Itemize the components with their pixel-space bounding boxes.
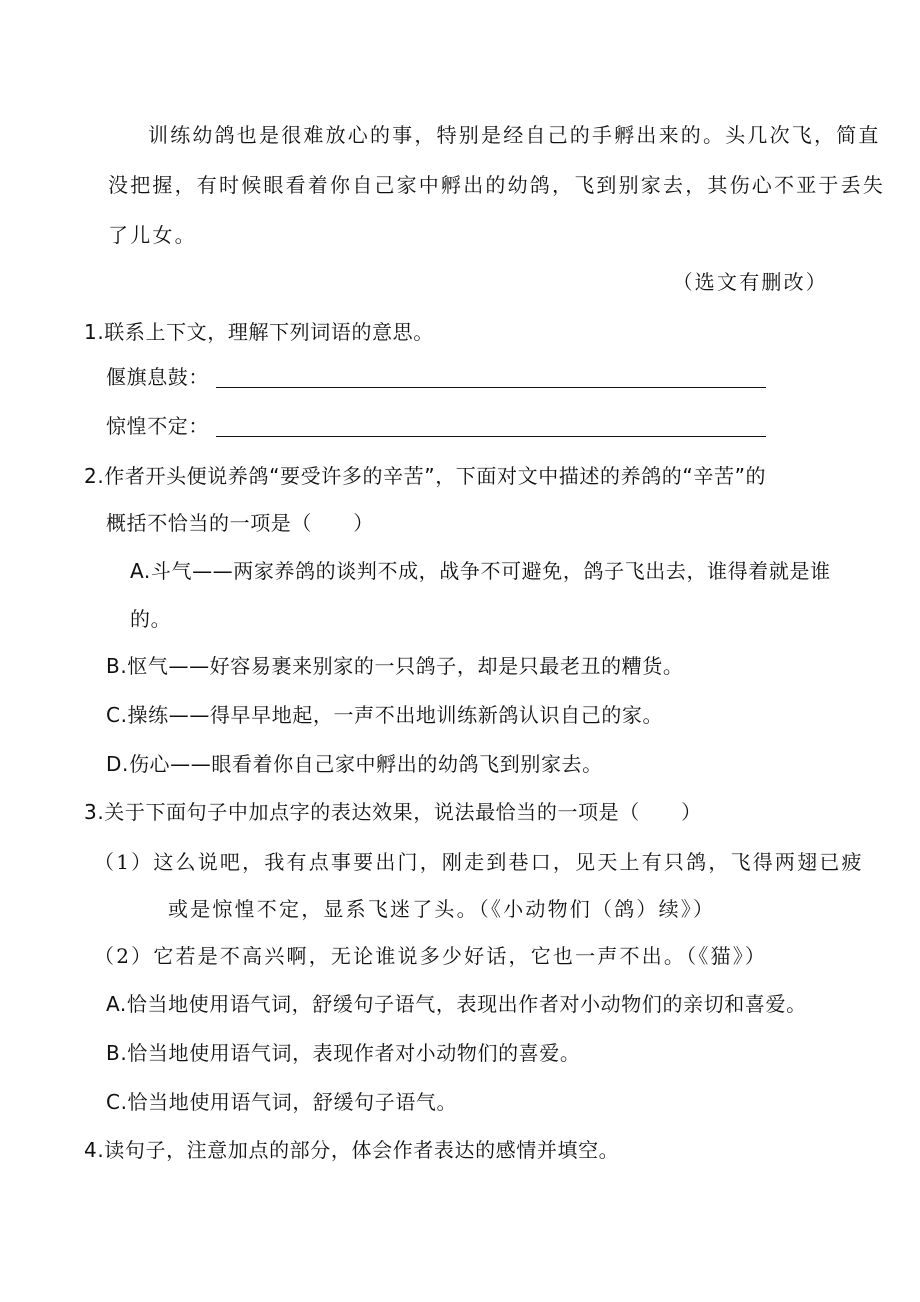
question-2-option-b: B.怄气——好容易裹来别家的一只鸽子，却是只最老丑的糟货。 — [106, 654, 684, 678]
passage-line-3: 了儿女。 — [108, 223, 197, 247]
passage-source-note: （选文有删改） — [672, 270, 828, 294]
question-1-stem: 1.联系上下文，理解下列词语的意思。 — [84, 320, 434, 344]
question-2-stem-line-1: 2.作者开头便说养鸽“要受许多的辛苦”，下面对文中描述的养鸽的“辛苦”的 — [84, 464, 767, 488]
question-3-stem: 3.关于下面句子中加点字的表达效果，说法最恰当的一项是（ ） — [84, 800, 702, 824]
answer-line-2[interactable] — [216, 436, 766, 437]
question-3-sentence-1-line-1: （1）这么说吧，我有点事要出门，刚走到巷口，见天上有只鸽，飞得两翅已疲 — [94, 850, 864, 874]
question-3-sentence-2: （2）它若是不高兴啊，无论谁说多少好话，它也一声不出。（《猫》） — [94, 944, 768, 968]
blank-label-yanqi: 偃旗息鼓： — [106, 365, 209, 389]
question-4-stem: 4.读句子，注意加点的部分，体会作者表达的感情并填空。 — [84, 1138, 620, 1162]
question-3-option-b: B.恰当地使用语气词，表现作者对小动物们的喜爱。 — [106, 1041, 581, 1065]
question-2-option-a-line-1: A.斗气——两家养鸽的谈判不成，战争不可避免，鸽子飞出去，谁得着就是谁 — [130, 559, 831, 583]
question-3-sentence-1-line-2: 或是惊惶不定，显系飞迷了头。（《小动物们（鸽）续》） — [168, 897, 716, 921]
question-1-blank-row-1 — [106, 363, 786, 393]
passage-line-2: 没把握，有时候眼看着你自己家中孵出的幼鸽，飞到别家去，其伤心不亚于丢失 — [108, 173, 885, 197]
question-2-option-a-line-2: 的。 — [130, 607, 172, 631]
question-2-option-d: D.伤心——眼看着你自己家中孵出的幼鸽飞到别家去。 — [106, 752, 603, 776]
question-2-stem-line-2: 概括不恰当的一项是（ ） — [106, 511, 374, 535]
question-2-option-c: C.操练——得早早地起，一声不出地训练新鸽认识自己的家。 — [106, 703, 664, 727]
blank-label-jinghuang: 惊惶不定： — [106, 414, 209, 438]
answer-line-1[interactable] — [216, 387, 766, 388]
question-1-blank-row-2 — [106, 412, 786, 442]
passage-line-1: 训练幼鸽也是很难放心的事，特别是经自己的手孵出来的。头几次飞，简直 — [148, 123, 881, 147]
question-3-option-a: A.恰当地使用语气词，舒缓句子语气，表现出作者对小动物们的亲切和喜爱。 — [106, 992, 807, 1016]
question-3-option-c: C.恰当地使用语气词，舒缓句子语气。 — [106, 1090, 458, 1114]
